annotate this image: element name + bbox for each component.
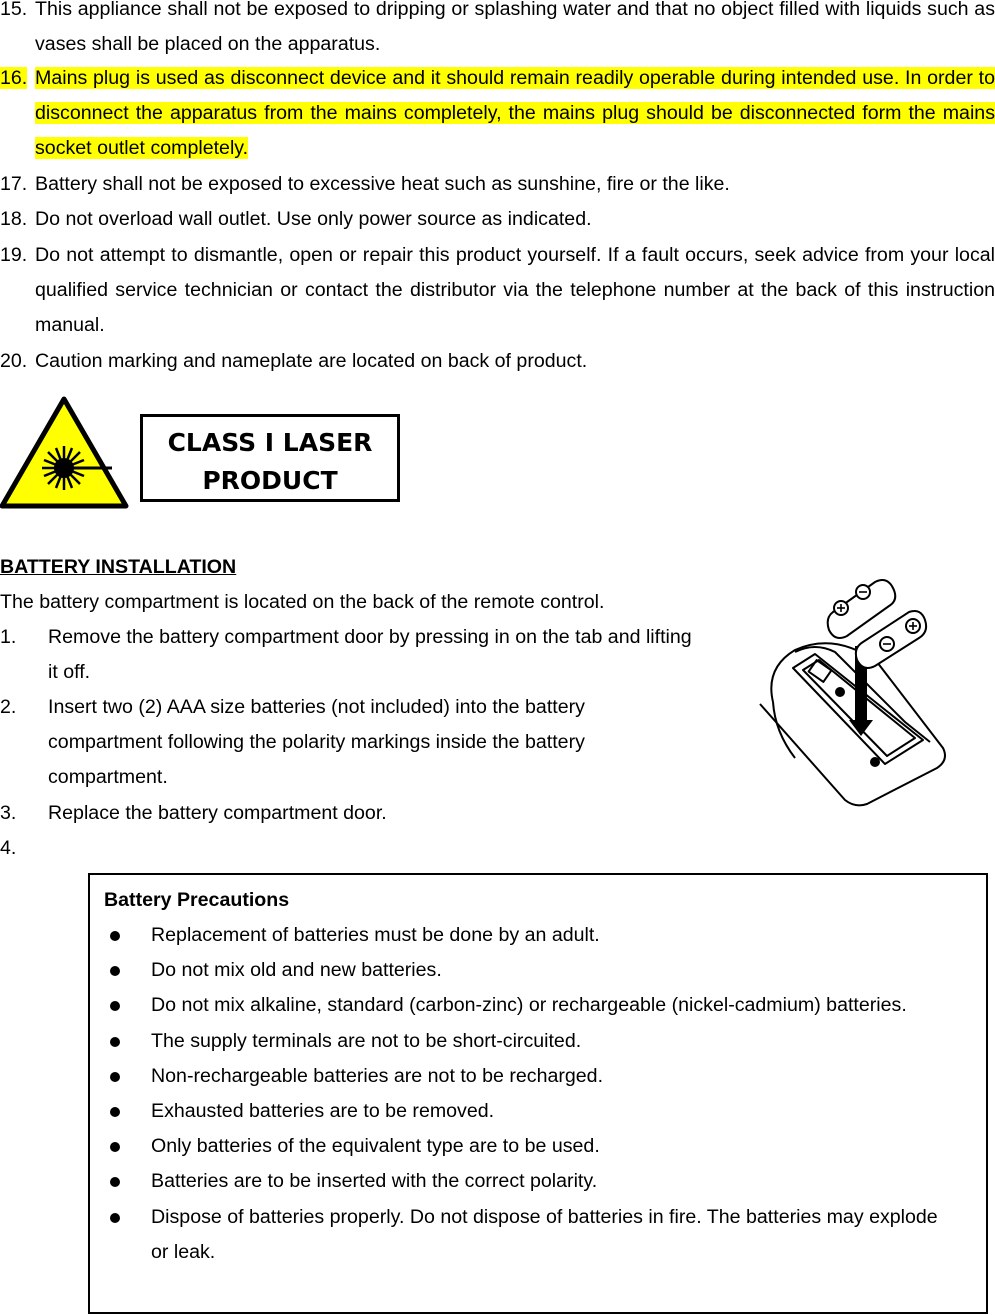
list-item: Replacement of batteries must be done by an adult. <box>90 918 970 953</box>
section-intro: The battery compartment is located on the back of the remote control. <box>0 591 605 613</box>
list-item: Non-rechargeable batteries are not to be recharged. <box>90 1059 970 1094</box>
item-text-highlighted: Mains plug is used as disconnect device and it should remain readily operable during intended use. In order to disconnect the apparatus from the mains completely, the mains plug should be disconnected form the mains socket outlet completely. <box>35 67 995 160</box>
bullet-icon <box>110 1072 120 1082</box>
bullet-icon <box>110 966 120 976</box>
item-number: 16. <box>0 67 28 89</box>
bullet-icon <box>110 1037 120 1047</box>
bullet-icon <box>110 1142 120 1152</box>
laser-warning <box>0 396 420 510</box>
item-text: Do not attempt to dismantle, open or repair this product yourself. If a fault occurs, seek advice from your local qualified service technician or contact the distributor via the telephone number at the back of this instruction manual. <box>35 244 995 337</box>
item-text: This appliance shall not be exposed to dripping or splashing water and that no object filled with liquids such as vases shall be placed on the apparatus. <box>35 0 995 56</box>
safety-item-19 <box>0 238 995 344</box>
bullet-icon <box>110 1177 120 1187</box>
battery-installation-illustration <box>755 572 955 812</box>
precautions-title: Battery Precautions <box>104 889 290 911</box>
laser-label-line1: CLASS I LASER <box>167 428 373 457</box>
laser-warning-icon <box>0 396 130 510</box>
item-number: 17. <box>0 173 28 195</box>
safety-item-20 <box>0 344 995 379</box>
step-text: Insert two (2) AAA size batteries (not included) into the battery compartment following the polarity markings inside the battery compartment. <box>48 696 585 789</box>
precautions-list <box>90 918 970 1270</box>
bullet-icon <box>110 1107 120 1117</box>
item-text: Battery shall not be exposed to excessive heat such as sunshine, fire or the like. <box>35 173 730 195</box>
item-number: 15. <box>0 0 28 20</box>
step-text: Remove the battery compartment door by pressing in on the tab and lifting it off. <box>48 626 692 684</box>
list-item: Dispose of batteries properly. Do not dispose of batteries in fire. The batteries may explode or leak. <box>90 1200 970 1270</box>
item-number: 20. <box>0 350 28 372</box>
step-number: 4. <box>0 837 17 859</box>
safety-item-15 <box>0 0 995 62</box>
install-step-3 <box>0 796 700 831</box>
battery-precautions-box <box>88 873 988 1314</box>
bullet-icon <box>110 1001 120 1011</box>
section-heading: BATTERY INSTALLATION <box>0 556 237 578</box>
item-text: Do not overload wall outlet. Use only power source as indicated. <box>35 208 592 230</box>
step-number: 3. <box>0 802 17 824</box>
laser-class-label <box>140 414 400 502</box>
item-number: 18. <box>0 208 28 230</box>
step-text: Replace the battery compartment door. <box>48 802 387 824</box>
safety-item-18 <box>0 202 995 237</box>
step-number: 2. <box>0 696 17 718</box>
list-item: Do not mix old and new batteries. <box>90 953 970 988</box>
list-item: Do not mix alkaline, standard (carbon-zinc) or rechargeable (nickel-cadmium) batteries. <box>90 988 970 1023</box>
laser-label-line2: PRODUCT <box>202 466 338 495</box>
item-number: 19. <box>0 244 28 266</box>
list-item: Exhausted batteries are to be removed. <box>90 1094 970 1129</box>
bullet-icon <box>110 1213 120 1223</box>
safety-item-16 <box>0 61 995 167</box>
safety-item-17 <box>0 167 995 202</box>
bullet-icon <box>110 931 120 941</box>
step-number: 1. <box>0 626 17 648</box>
install-step-1 <box>0 620 700 690</box>
list-item: The supply terminals are not to be short-circuited. <box>90 1024 970 1059</box>
list-item: Only batteries of the equivalent type are to be used. <box>90 1129 970 1164</box>
install-step-2 <box>0 690 700 796</box>
list-item: Batteries are to be inserted with the correct polarity. <box>90 1164 970 1199</box>
item-text: Caution marking and nameplate are located on back of product. <box>35 350 588 372</box>
